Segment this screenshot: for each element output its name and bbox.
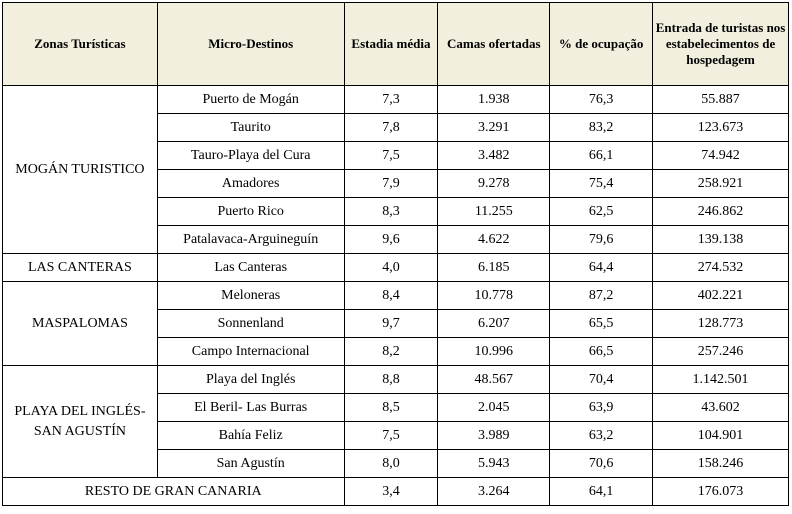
- zone-cell: PLAYA DEL INGLÉS- SAN AGUSTÍN: [3, 366, 158, 478]
- micro-destination-cell: Puerto de Mogán: [157, 86, 344, 114]
- zone-cell: MOGÁN TURISTICO: [3, 86, 158, 254]
- table-row: [3, 86, 789, 114]
- tourist-entries-cell: 74.942: [653, 142, 789, 170]
- tourist-entries-cell: 123.673: [653, 114, 789, 142]
- beds-cell: 48.567: [438, 366, 550, 394]
- table-row: [3, 366, 789, 394]
- average-stay-cell: 8,0: [344, 450, 438, 478]
- beds-cell: 10.996: [438, 338, 550, 366]
- micro-destination-cell: Amadores: [157, 170, 344, 198]
- zone-cell: LAS CANTERAS: [3, 254, 158, 282]
- zone-cell: RESTO DE GRAN CANARIA: [3, 478, 345, 506]
- micro-destination-cell: Sonnenland: [157, 310, 344, 338]
- beds-cell: 1.938: [438, 86, 550, 114]
- beds-cell: 5.943: [438, 450, 550, 478]
- occupancy-cell: 66,5: [550, 338, 653, 366]
- micro-destination-cell: Meloneras: [157, 282, 344, 310]
- average-stay-cell: 7,5: [344, 142, 438, 170]
- occupancy-cell: 63,9: [550, 394, 653, 422]
- header-average-stay: Estadia média: [344, 3, 438, 86]
- micro-destination-cell: Puerto Rico: [157, 198, 344, 226]
- average-stay-cell: 4,0: [344, 254, 438, 282]
- occupancy-cell: 66,1: [550, 142, 653, 170]
- tourist-entries-cell: 128.773: [653, 310, 789, 338]
- average-stay-cell: 8,2: [344, 338, 438, 366]
- average-stay-cell: 3,4: [344, 478, 438, 506]
- beds-cell: 11.255: [438, 198, 550, 226]
- header-row: [3, 3, 789, 86]
- tourist-entries-cell: 104.901: [653, 422, 789, 450]
- micro-destination-cell: Bahía Feliz: [157, 422, 344, 450]
- micro-destination-cell: Patalavaca-Arguineguín: [157, 226, 344, 254]
- header-occupancy: % de ocupação: [550, 3, 653, 86]
- occupancy-cell: 64,4: [550, 254, 653, 282]
- header-beds-offered: Camas ofertadas: [438, 3, 550, 86]
- average-stay-cell: 8,4: [344, 282, 438, 310]
- beds-cell: 3.482: [438, 142, 550, 170]
- beds-cell: 3.291: [438, 114, 550, 142]
- beds-cell: 4.622: [438, 226, 550, 254]
- beds-cell: 6.207: [438, 310, 550, 338]
- tourism-table: [2, 2, 789, 506]
- occupancy-cell: 70,4: [550, 366, 653, 394]
- tourist-entries-cell: 258.921: [653, 170, 789, 198]
- tourist-entries-cell: 274.532: [653, 254, 789, 282]
- tourist-entries-cell: 402.221: [653, 282, 789, 310]
- tourist-entries-cell: 257.246: [653, 338, 789, 366]
- tourist-entries-cell: 246.862: [653, 198, 789, 226]
- beds-cell: 3.264: [438, 478, 550, 506]
- tourist-entries-cell: 176.073: [653, 478, 789, 506]
- occupancy-cell: 70,6: [550, 450, 653, 478]
- average-stay-cell: 9,6: [344, 226, 438, 254]
- micro-destination-cell: San Agustín: [157, 450, 344, 478]
- occupancy-cell: 83,2: [550, 114, 653, 142]
- header-tourist-entries: Entrada de turistas nos estabelecimentos de hospedagem: [653, 3, 789, 86]
- header-micro-destinations: Micro-Destinos: [157, 3, 344, 86]
- zone-cell: MASPALOMAS: [3, 282, 158, 366]
- occupancy-cell: 87,2: [550, 282, 653, 310]
- beds-cell: 3.989: [438, 422, 550, 450]
- tourist-entries-cell: 1.142.501: [653, 366, 789, 394]
- occupancy-cell: 76,3: [550, 86, 653, 114]
- table-row: [3, 478, 789, 506]
- average-stay-cell: 9,7: [344, 310, 438, 338]
- micro-destination-cell: Playa del Inglés: [157, 366, 344, 394]
- table-row: [3, 254, 789, 282]
- occupancy-cell: 79,6: [550, 226, 653, 254]
- tourist-entries-cell: 139.138: [653, 226, 789, 254]
- occupancy-cell: 62,5: [550, 198, 653, 226]
- average-stay-cell: 8,8: [344, 366, 438, 394]
- occupancy-cell: 64,1: [550, 478, 653, 506]
- beds-cell: 9.278: [438, 170, 550, 198]
- average-stay-cell: 8,3: [344, 198, 438, 226]
- average-stay-cell: 7,9: [344, 170, 438, 198]
- micro-destination-cell: El Beril- Las Burras: [157, 394, 344, 422]
- average-stay-cell: 7,8: [344, 114, 438, 142]
- header-zones: Zonas Turísticas: [3, 3, 158, 86]
- average-stay-cell: 8,5: [344, 394, 438, 422]
- tourist-entries-cell: 55.887: [653, 86, 789, 114]
- tourist-entries-cell: 43.602: [653, 394, 789, 422]
- beds-cell: 2.045: [438, 394, 550, 422]
- average-stay-cell: 7,3: [344, 86, 438, 114]
- occupancy-cell: 75,4: [550, 170, 653, 198]
- micro-destination-cell: Taurito: [157, 114, 344, 142]
- occupancy-cell: 63,2: [550, 422, 653, 450]
- average-stay-cell: 7,5: [344, 422, 438, 450]
- beds-cell: 10.778: [438, 282, 550, 310]
- occupancy-cell: 65,5: [550, 310, 653, 338]
- tourist-entries-cell: 158.246: [653, 450, 789, 478]
- table-row: [3, 282, 789, 310]
- micro-destination-cell: Campo Internacional: [157, 338, 344, 366]
- beds-cell: 6.185: [438, 254, 550, 282]
- micro-destination-cell: Las Canteras: [157, 254, 344, 282]
- micro-destination-cell: Tauro-Playa del Cura: [157, 142, 344, 170]
